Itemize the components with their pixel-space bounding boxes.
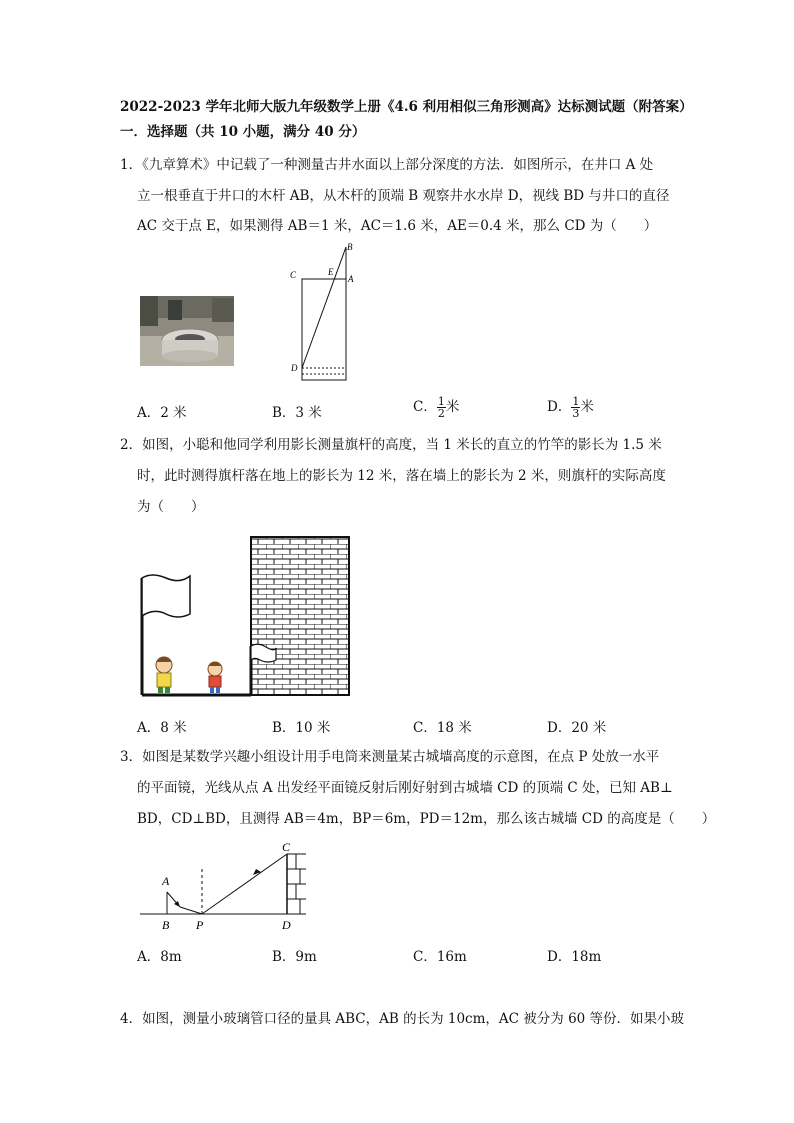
child-figure-2	[208, 662, 222, 693]
q1-option-d-numerator: 1	[572, 395, 580, 408]
flag	[142, 575, 190, 617]
q3-option-a: A．8m	[137, 949, 182, 965]
q1-option-d-unit: 米	[580, 399, 594, 415]
q1-option-c-unit: 米	[445, 399, 460, 415]
child-figure-1	[156, 657, 172, 693]
q1-option-b: B．3 米	[272, 405, 322, 421]
q1-option-c-denominator: 2	[437, 407, 445, 420]
q1-option-a: A．2 米	[137, 405, 187, 421]
q2-text-line-1: 2．如图，小聪和他同学利用影长测量旗杆的高度，当 1 米长的直立的竹竿的影长为 1.5 米	[120, 437, 662, 453]
q1-option-d	[547, 395, 594, 419]
q2-flagpole-diagram	[138, 534, 354, 698]
q1-well-diagram	[286, 242, 356, 387]
q3-text-line-3: BD，CD⊥BD，且测得 AB＝4m，BP＝6m，PD＝12m，那么该古城墙 CD 的高度是（ ）	[137, 811, 716, 827]
q1-option-c-numerator: 1	[437, 395, 445, 408]
q1-text-line-1: 1．《九章算术》中记载了一种测量古井水面以上部分深度的方法．如图所示，在井口 A 处	[120, 157, 654, 173]
q1-label-B: B	[347, 242, 353, 252]
q1-option-d-denominator: 3	[572, 407, 580, 420]
q3-option-d: D．18m	[547, 949, 602, 965]
q1-option-d-fraction	[571, 396, 580, 419]
q3-option-b: B．9m	[272, 949, 317, 965]
q1-option-c-fraction	[437, 396, 446, 419]
q1-option-c	[413, 395, 459, 419]
q2-option-a: A．8 米	[137, 720, 187, 736]
q1-label-A: A	[348, 274, 354, 284]
q2-text-line-3: 为（ ）	[137, 499, 205, 515]
q2-option-b: B．10 米	[272, 720, 331, 736]
well-photo	[140, 296, 234, 366]
section-heading: 一．选择题（共 10 小题，满分 40 分）	[120, 124, 366, 140]
q1-option-d-prefix: D．	[547, 399, 572, 415]
q2-option-d: D．20 米	[547, 720, 607, 736]
q3-label-C: C	[282, 840, 291, 854]
q1-text-line-3: AC 交于点 E，如果测得 AB＝1 米，AC＝1.6 米，AE＝0.4 米，那么 CD 为（ ）	[137, 218, 658, 234]
document-title: 2022-2023 学年北师大版九年级数学上册《4.6 利用相似三角形测高》达标测试题（附答案）	[120, 99, 693, 115]
q3-text-line-2: 的平面镜，光线从点 A 出发经平面镜反射后刚好射到古城墙 CD 的顶端 C 处，已知 AB⊥	[137, 780, 673, 796]
q3-label-P: P	[196, 918, 204, 932]
q3-label-A: A	[162, 874, 170, 888]
q1-label-E: E	[328, 267, 334, 277]
q2-option-c: C．18 米	[413, 720, 472, 736]
q3-text-line-1: 3．如图是某数学兴趣小组设计用手电筒来测量某古城墙高度的示意图，在点 P 处放一水平	[120, 749, 660, 765]
q3-option-c: C．16m	[413, 949, 467, 965]
q1-label-D: D	[291, 363, 298, 373]
q1-text-line-2: 立一根垂直于井口的木杆 AB，从木杆的顶端 B 观察井水水岸 D，视线 BD 与井口的直径	[137, 188, 670, 204]
q1-option-c-prefix: C．	[413, 399, 437, 415]
q3-label-B: B	[162, 918, 170, 932]
q1-label-C: C	[290, 270, 297, 280]
q3-label-D: D	[282, 918, 291, 932]
q2-text-line-2: 时，此时测得旗杆落在地上的影长为 12 米，落在墙上的影长为 2 米，则旗杆的实际高度	[137, 468, 666, 484]
brick-wall	[251, 537, 349, 695]
q4-text-line-1: 4．如图，测量小玻璃管口径的量具 ABC，AB 的长为 10cm，AC 被分为 60 等份．如果小玻	[120, 1011, 685, 1027]
q3-mirror-diagram	[140, 840, 310, 932]
